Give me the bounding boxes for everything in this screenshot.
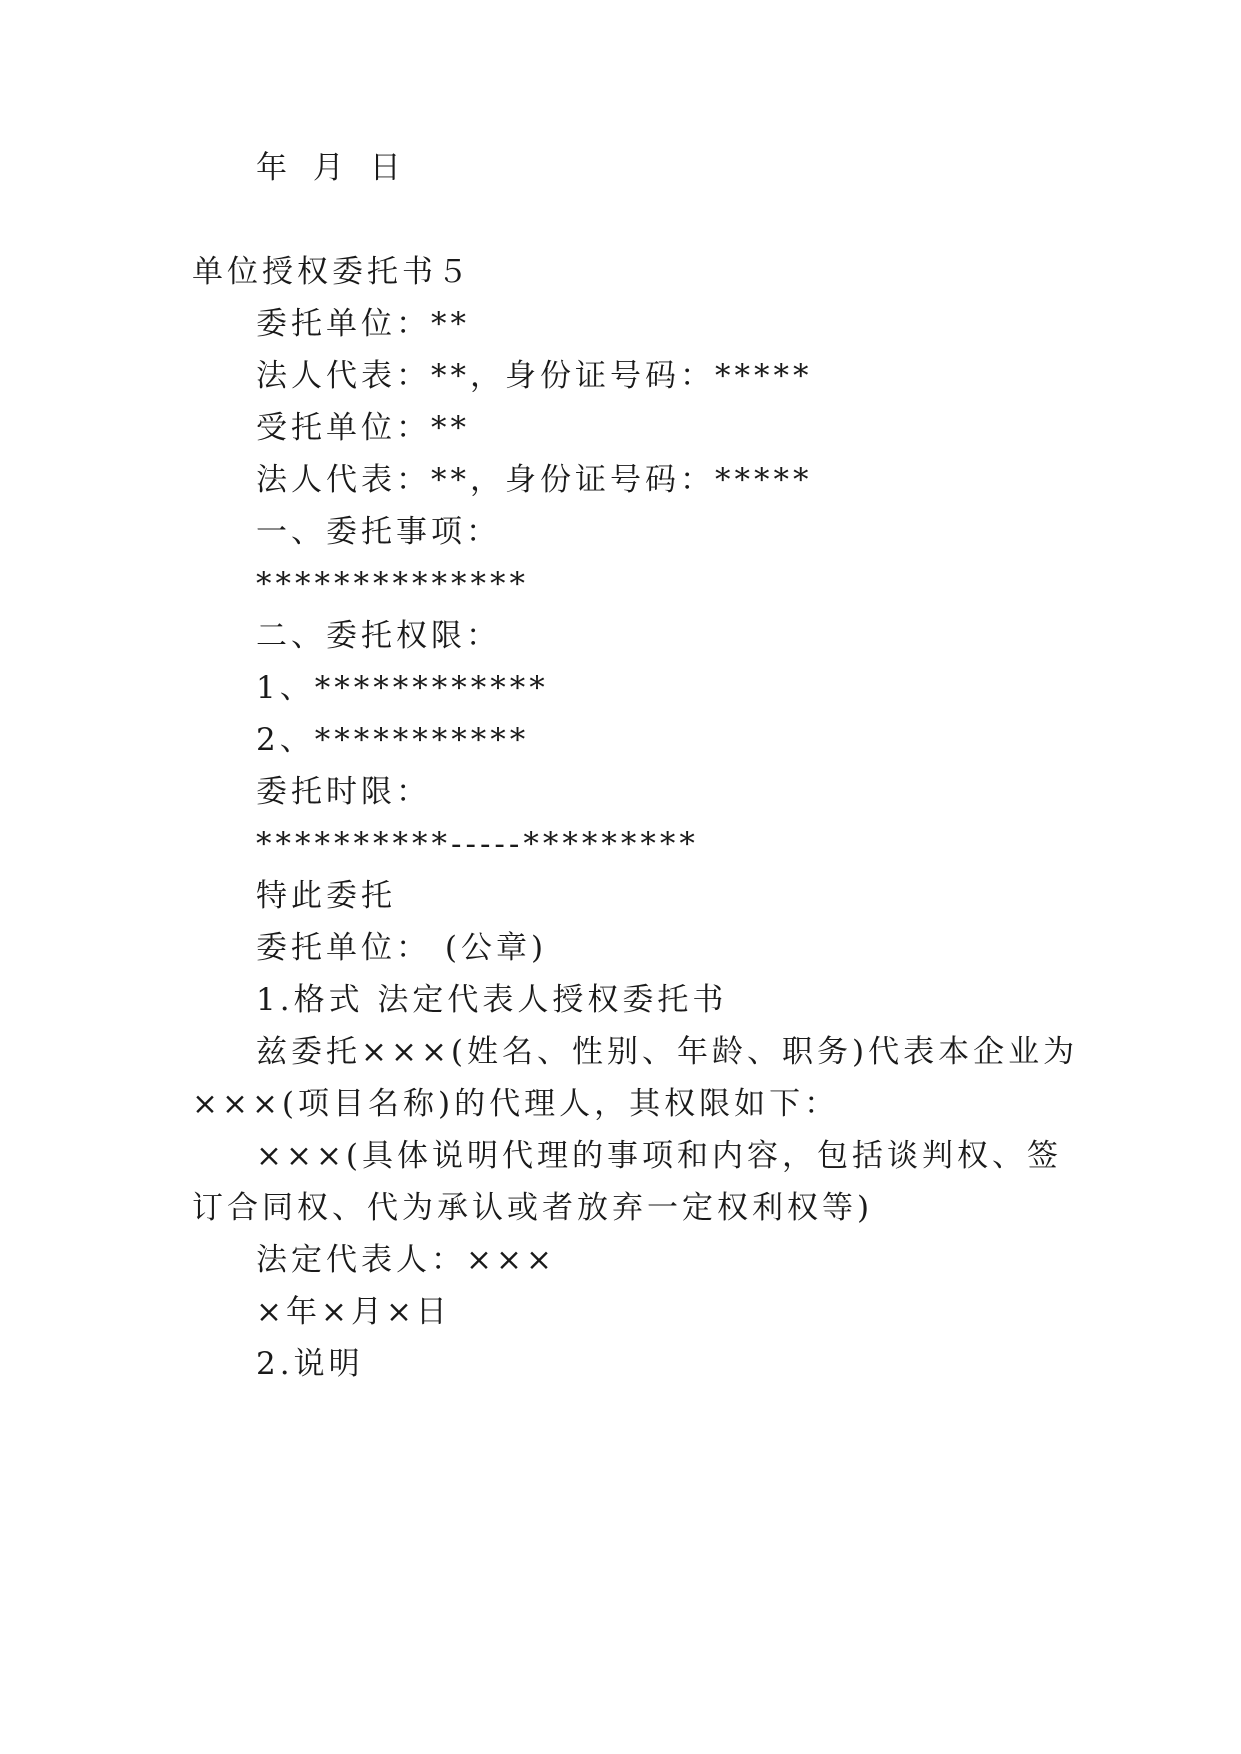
entrusted-unit: 受托单位：**	[256, 410, 470, 446]
section-title: 单位授权委托书５	[192, 254, 472, 290]
notes-heading: 2.说明	[256, 1346, 364, 1382]
date-line: 年 月 日	[256, 150, 409, 186]
body-para-1-line-2: ×××(项目名称)的代理人，其权限如下：	[192, 1086, 840, 1122]
entrusting-unit: 委托单位：**	[256, 306, 470, 342]
body-para-2-line-1: ×××(具体说明代理的事项和内容，包括谈判权、签	[256, 1138, 1063, 1174]
format-heading: 1.格式 法定代表人授权委托书	[256, 982, 728, 1018]
seal-line: 委托单位： (公章)	[256, 930, 548, 966]
body-para-1-line-1: 兹委托×××(姓名、性别、年龄、职务)代表本企业为	[256, 1034, 1079, 1070]
term-heading: 委托时限：	[256, 774, 431, 810]
matters-heading: 一、委托事项：	[256, 514, 501, 550]
signature-date: ×年×月×日	[256, 1294, 451, 1330]
hereby-statement: 特此委托	[256, 878, 396, 914]
authority-heading: 二、委托权限：	[256, 618, 501, 654]
legal-rep-1: 法人代表：**，身份证号码：*****	[256, 358, 813, 394]
legal-rep-2: 法人代表：**，身份证号码：*****	[256, 462, 813, 498]
body-para-2-line-2: 订合同权、代为承认或者放弃一定权利权等)	[192, 1190, 874, 1226]
term-value: **********-----*********	[256, 826, 699, 862]
authority-item-2: 2、***********	[256, 722, 530, 758]
matters-value: **************	[256, 566, 529, 602]
authority-item-1: 1、************	[256, 670, 549, 706]
legal-rep-signature: 法定代表人：×××	[256, 1242, 556, 1278]
